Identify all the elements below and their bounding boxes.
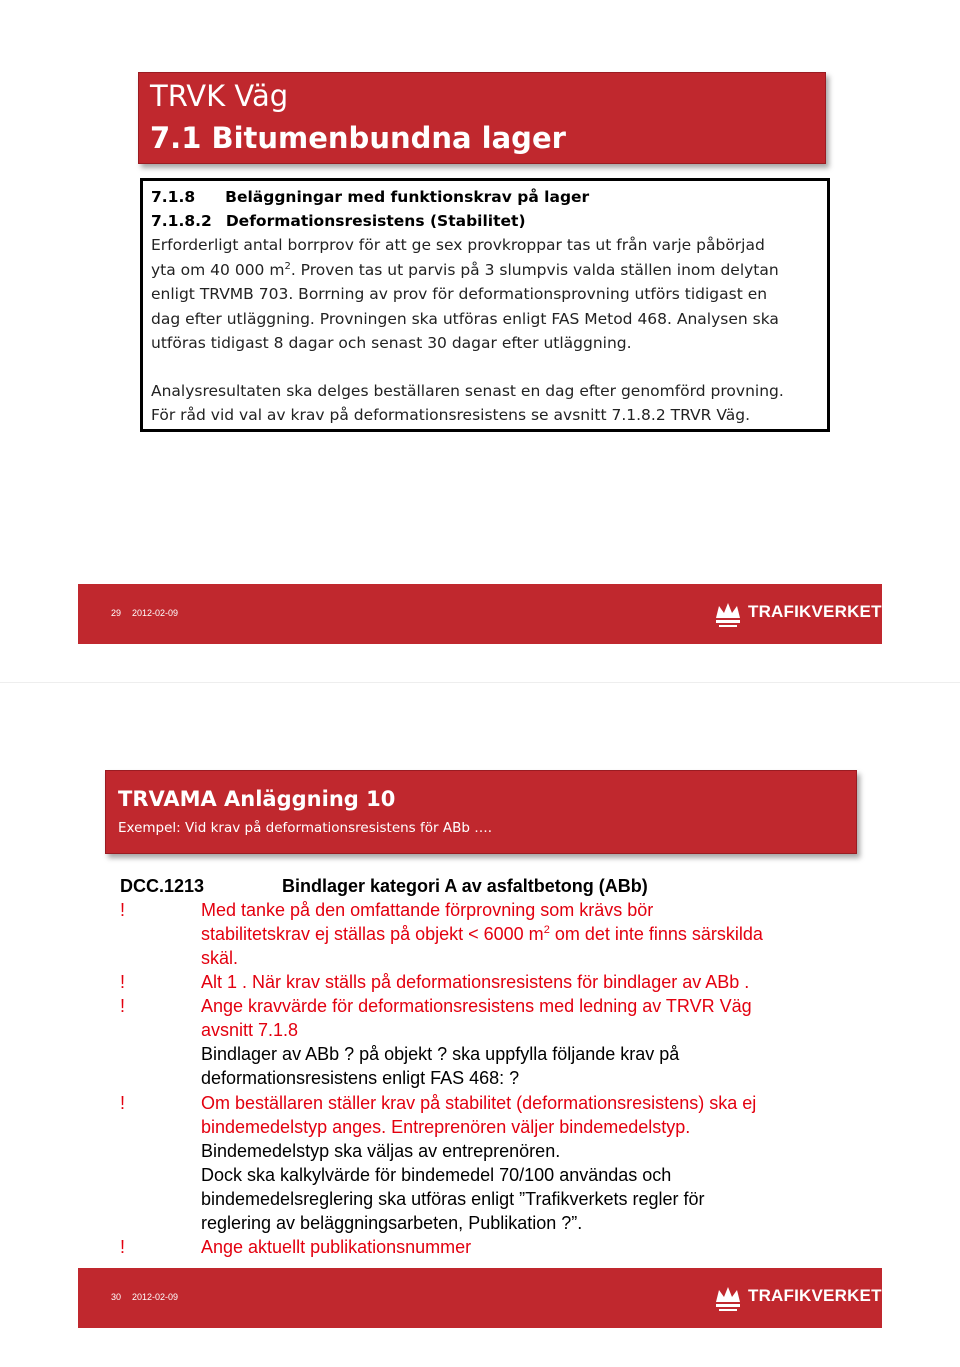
slide-divider [0, 682, 960, 683]
slide1-subtitle: 7.1 Bitumenbundna lager [150, 121, 566, 155]
footer-date: 2012-02-09 [132, 1292, 179, 1302]
requirements-box [140, 178, 830, 432]
bullet-text-12: Dock ska kalkylvärde för bindemedel 70/100 användas och [201, 1165, 672, 1185]
slide2-title: TRVAMA Anläggning 10 [118, 787, 396, 811]
slide2-subtitle: Exempel: Vid krav på deformationsresistens för ABb …. [118, 820, 493, 836]
bullet-text-4: Alt 1 . När krav ställs på deformationsresistens för bindlager av ABb . [201, 972, 750, 992]
bullet-text-2: stabilitetskrav ej ställas på objekt < 6000 $m^2$ om det inte finns särskilda [201, 924, 763, 944]
box-line-1: Erforderligt antal borrprov för att ge sex provkroppar tas ut från varje påbörjad [151, 236, 765, 254]
box-line-5: utföras tidigast 8 dagar och senast 30 dagar efter utläggning. [151, 334, 632, 352]
bullet-marker: ! [120, 996, 126, 1016]
trafikverket-crown-icon [710, 596, 746, 632]
bullet-text-1: Med tanke på den omfattande förprovning som krävs bör [201, 900, 654, 920]
bullet-text-14: reglering av beläggningsarbeten, Publikation ?”. [201, 1213, 583, 1233]
box-line-4: dag efter utläggning. Provningen ska utföras enligt FAS Metod 468. Analysen ska [151, 310, 779, 328]
bullet-marker: ! [120, 1093, 126, 1113]
heading-7-1-8: 7.1.8 Beläggningar med funktionskrav på lager [151, 188, 590, 206]
box-line-7: För råd vid val av krav på deformationsresistens se avsnitt 7.1.8.2 TRVR Väg. [151, 406, 750, 424]
bullet-text-11: Bindemedelstyp ska väljas av entreprenören. [201, 1141, 561, 1161]
bullet-text-13: bindemedelsreglering ska utföras enligt ”Trafikverkets regler för [201, 1189, 705, 1209]
bullet-text-6: avsnitt 7.1.8 [201, 1020, 299, 1040]
bullet-text-3: skäl. [201, 948, 239, 968]
slide2-footer [78, 1268, 882, 1328]
dcc-title: Bindlager kategori A av asfaltbetong (ABb) [282, 876, 648, 896]
box-line-2: yta om 40 000 $m^2$. Proven tas ut parvis på 3 slumpvis valda ställen inom delytan [151, 260, 779, 279]
bullet-marker: ! [120, 972, 126, 992]
slide1-title-bar [138, 72, 826, 164]
bullet-text-9: Om beställaren ställer krav på stabilitet (deformationsresistens) ska ej [201, 1093, 757, 1113]
slide1-footer [78, 584, 882, 644]
box-line-6: Analysresultaten ska delges beställaren senast en dag efter genomförd provning. [151, 382, 784, 400]
bullet-marker: ! [120, 1237, 126, 1257]
bullet-text-10: bindemedelstyp anges. Entreprenören väljer bindemedelstyp. [201, 1117, 691, 1137]
bullet-text-8: deformationsresistens enligt FAS 468: ? [201, 1068, 520, 1088]
heading-7-1-8-2: 7.1.8.2 Deformationsresistens (Stabilitet) [151, 212, 526, 230]
trafikverket-crown-icon [710, 1280, 746, 1316]
brand-name: TRAFIKVERKET [748, 1286, 882, 1305]
slide2-title-bar [105, 770, 857, 854]
box-line-3: enligt TRVMB 703. Borrning av prov för deformationsprovning utförs tidigast en [151, 285, 768, 303]
slide1-title: TRVK Väg [150, 79, 289, 113]
bullet-marker: ! [120, 900, 126, 920]
dcc-code: DCC.1213 [120, 876, 205, 896]
page-number: 29 [111, 608, 122, 618]
bullet-text-15: Ange aktuellt publikationsnummer [201, 1237, 472, 1257]
bullet-text-5: Ange kravvärde för deformationsresistens med ledning av TRVR Väg [201, 996, 752, 1016]
page-number: 30 [111, 1292, 122, 1302]
brand-name: TRAFIKVERKET [748, 602, 882, 621]
bullet-text-7: Bindlager av ABb ? på objekt ? ska uppfylla följande krav på [201, 1044, 680, 1064]
footer-date: 2012-02-09 [132, 608, 179, 618]
